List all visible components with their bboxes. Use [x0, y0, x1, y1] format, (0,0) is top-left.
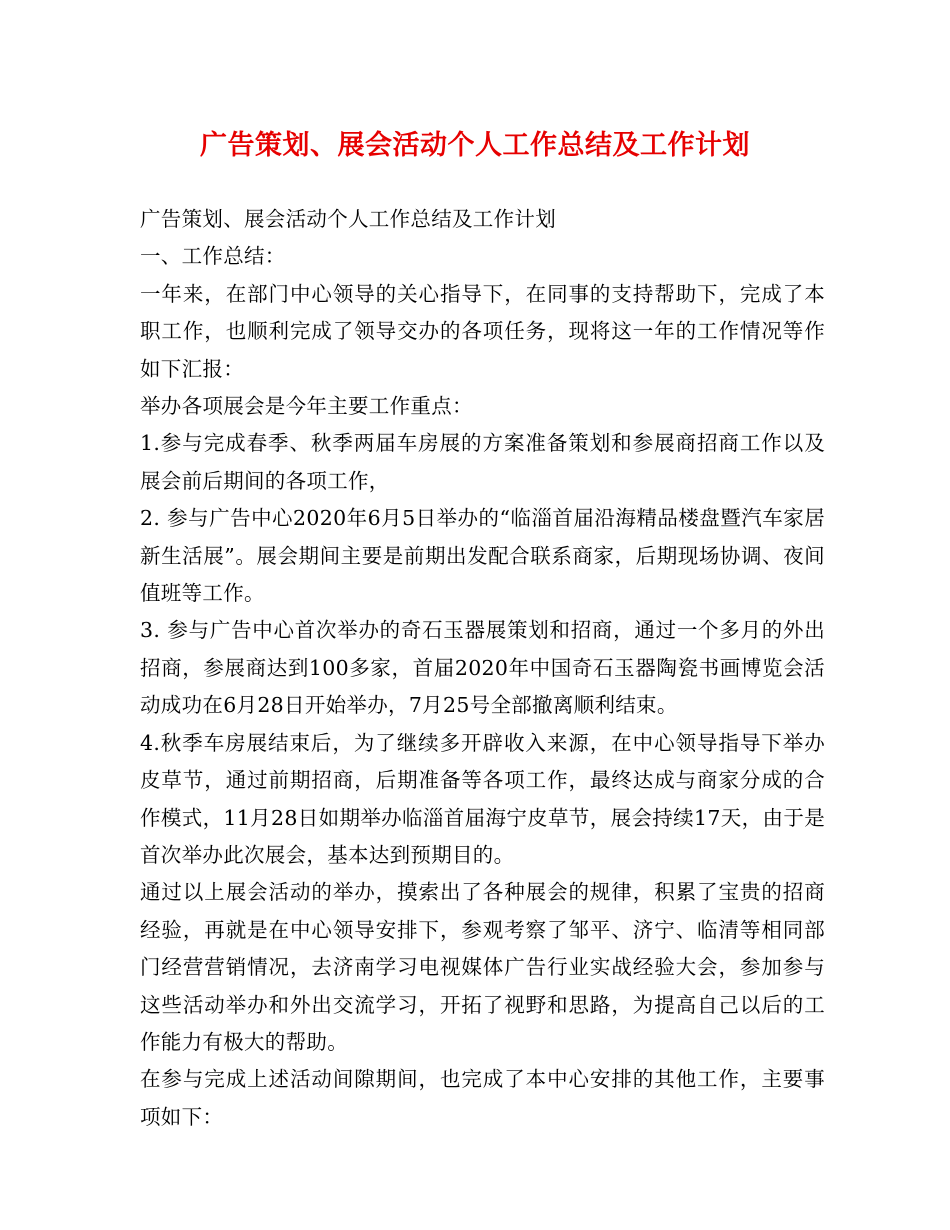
paragraph: 举办各项展会是今年主要工作重点：	[140, 394, 473, 419]
paragraph: 一年来，在部门中心领导的关心指导下，在同事的支持帮助下，完成了本职工作，也顺利完成了领导交办的各项任务，现将这一年的工作情况等作如下汇报：	[140, 281, 825, 381]
paragraph: 1.参与完成春季、秋季两届车房展的方案准备策划和参展商招商工作以及展会前后期间的各项工作，	[140, 431, 825, 493]
paragraph: 3. 参与广告中心首次举办的奇石玉器展策划和招商，通过一个多月的外出招商，参展商达到100多家，首届2020年中国奇石玉器陶瓷书画博览会活动成功在6月28日开始举办，7月25号全部撤离顺利结束。	[140, 618, 825, 718]
paragraph: 通过以上展会活动的举办，摸索出了各种展会的规律，积累了宝贵的招商经验，再就是在中心领导安排下，参观考察了邹平、济宁、临清等相同部门经营营销情况，去济南学习电视媒体广告行业实战经验大会，参加参与这些活动举办和外出交流学习，开拓了视野和思路，为提高自己以后的工作能力有极大的帮助。	[140, 880, 825, 1054]
paragraph: 在参与完成上述活动间隙期间，也完成了本中心安排的其他工作，主要事项如下：	[140, 1067, 825, 1129]
paragraph: 一、工作总结：	[140, 244, 286, 269]
paragraph: 2. 参与广告中心2020年6月5日举办的“临淄首届沿海精品楼盘暨汽车家居新生活展”。展会期间主要是前期出发配合联系商家，后期现场协调、夜间值班等工作。	[140, 506, 825, 606]
document-title: 广告策划、展会活动个人工作总结及工作计划	[200, 130, 750, 161]
document-body	[140, 201, 825, 1136]
paragraph: 4.秋季车房展结束后，为了继续多开辟收入来源，在中心领导指导下举办皮草节，通过前期招商，后期准备等各项工作，最终达成与商家分成的合作模式，11月28日如期举办临淄首届海宁皮草节，展会持续17天，由于是首次举办此次展会，基本达到预期目的。	[140, 730, 825, 867]
paragraph: 广告策划、展会活动个人工作总结及工作计划	[140, 207, 556, 231]
